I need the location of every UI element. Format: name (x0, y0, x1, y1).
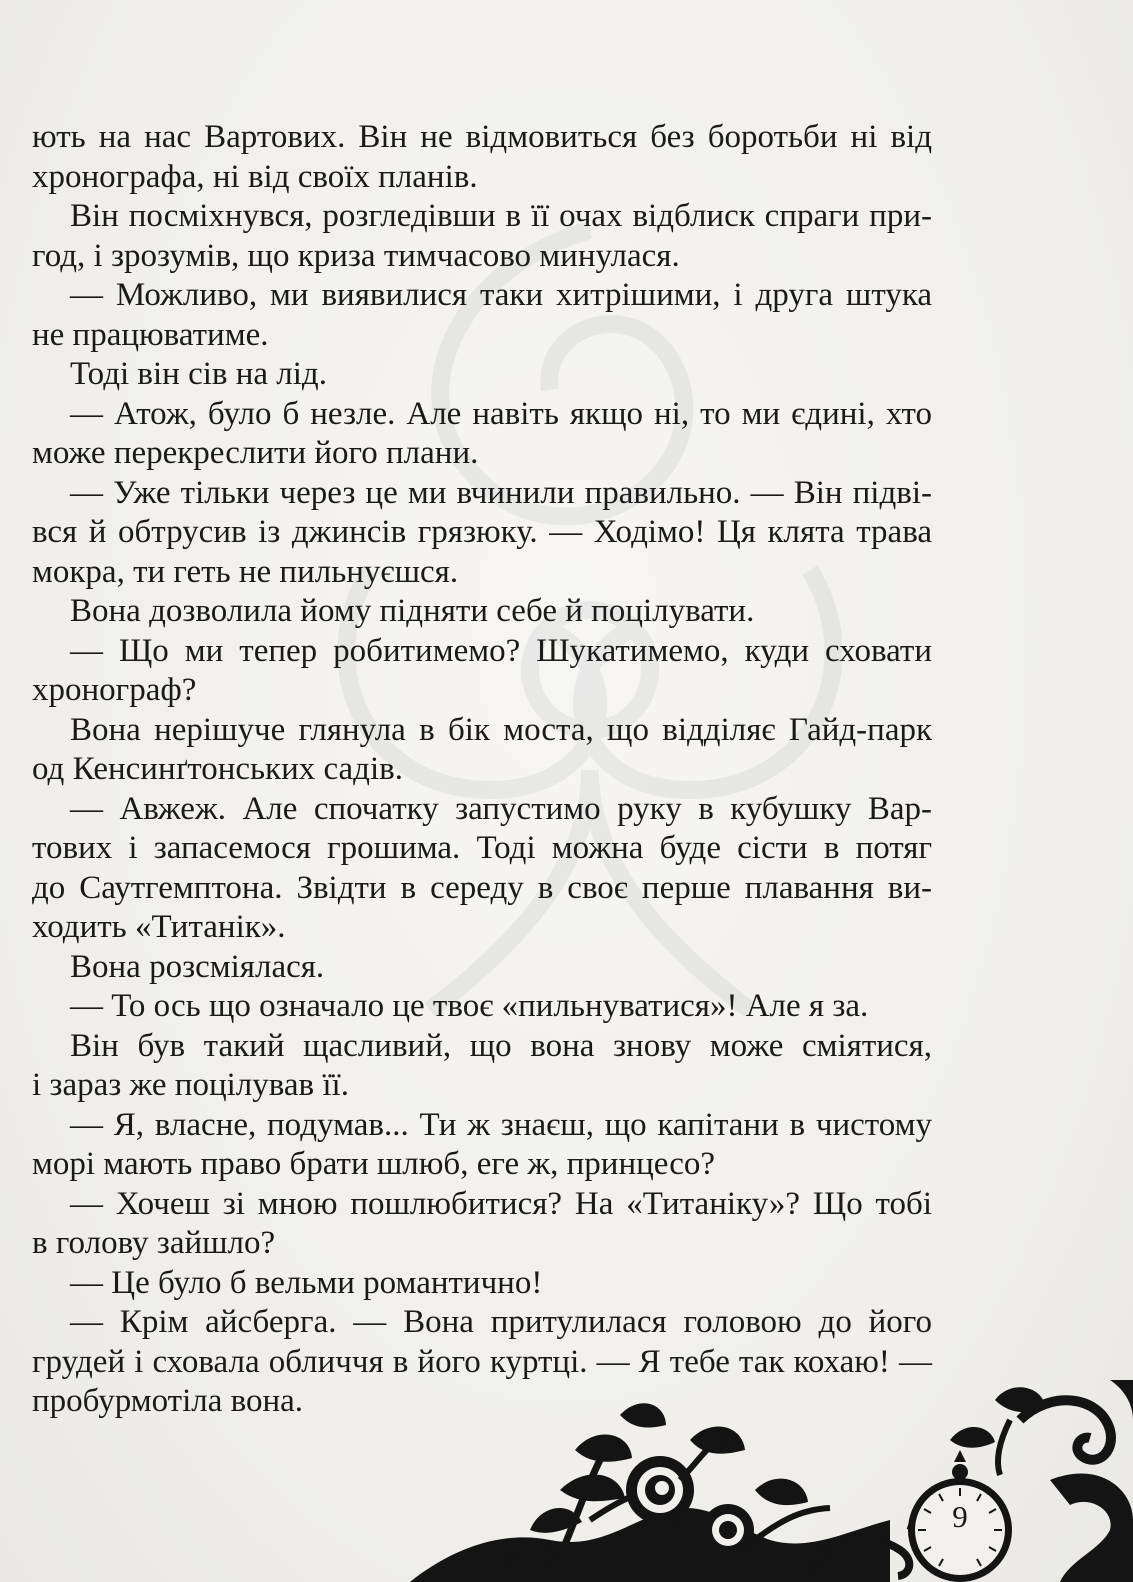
text-line: ють на нас Вартових. Він не відмовиться без боротьби ні від (32, 119, 932, 155)
text-line: в голову зайшло? (32, 1225, 276, 1261)
text-line: — Це було б вельми романтично! (70, 1264, 543, 1301)
text-line: Він посміхнувся, розгледівши в її очах відблиск спраги при- (70, 198, 932, 234)
text-line: — Крім айсберга. — Вона притулилася головою до його (70, 1304, 932, 1340)
text-line: Вона нерішуче глянула в бік моста, що відділяє Гайд-парк (70, 711, 932, 748)
text-line: — Хочеш зі мною пошлюбитися? На «Титаніку»? Що тобі (70, 1185, 932, 1222)
text-line: грудей і сховала обличчя в його куртці. — Я тебе так кохаю! — (32, 1343, 932, 1380)
page-number: 9 (952, 1499, 968, 1534)
text-line: не працюватиме. (32, 316, 269, 353)
text-line: — Уже тільки через це ми вчинили правильно. — Він підві- (70, 474, 932, 511)
text-line: — То ось що означало це твоє «пильнуватися»! Але я за. (70, 988, 869, 1024)
text-line: хронограф? (32, 672, 197, 708)
text-line: мокра, ти геть не пильнуєшся. (32, 553, 459, 590)
text-line: Тоді він сів на лід. (70, 356, 327, 392)
text-line: морі мають право брати шлюб, еге ж, принцесо? (32, 1146, 716, 1182)
text-line: Вона розсміялася. (70, 948, 325, 985)
text-line: — Можливо, ми виявилися таки хитрішими, і друга штука (70, 277, 932, 313)
text-line: — Я, власне, подумав... Ти ж знаєш, що капітани в чистому (70, 1106, 932, 1143)
text-line: може перекреслити його плани. (32, 435, 479, 471)
text-line: ходить «Титанік». (32, 909, 286, 945)
rose-vine-ornament (410, 1380, 1133, 1582)
text-line: од Кенсинґтонських садів. (32, 751, 403, 787)
text-line: Вона дозволила йому підняти себе й поцілувати. (70, 593, 755, 629)
text-line: — Авжеж. Але спочатку запустимо руку в кубушку Вар- (70, 790, 932, 827)
body-text (32, 118, 932, 1422)
text-line: до Саутгемптона. Звідти в середу в своє перше плавання ви- (32, 869, 932, 906)
text-line: — Що ми тепер робитимемо? Шукатимемо, куди сховати (70, 632, 932, 669)
text-line: і зараз же поцілував її. (32, 1067, 349, 1103)
text-line: год, і зрозумів, що криза тимчасово минулася. (32, 237, 680, 274)
text-line: тових і запасемося грошима. Тоді можна буде сісти в потяг (32, 830, 932, 866)
text-line: вся й обтрусив із джинсів грязюку. — Ходімо! Ця клята трава (32, 514, 932, 550)
text-line: пробурмотіла вона. (32, 1383, 304, 1419)
text-line: Він був такий щасливий, що вона знову може сміятися, (70, 1027, 932, 1064)
text-line: хронографа, ні від своїх планів. (32, 158, 478, 195)
text-line: — Атож, було б незле. Але навіть якщо ні, то ми єдині, хто (70, 395, 932, 432)
